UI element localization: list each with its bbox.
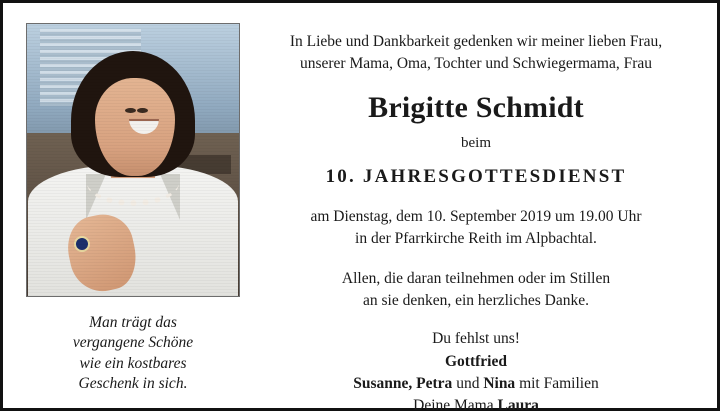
beim-label: beim: [461, 135, 491, 151]
signer-conjunction: und: [452, 375, 484, 392]
text-column: [247, 17, 701, 414]
signer-mother-prefix: Deine Mama: [413, 397, 498, 414]
occasion-title: 10. JAHRESGOTTESDIENST: [325, 166, 627, 187]
signer-line-1: Gottfried: [445, 353, 507, 370]
signer-line-2: [353, 373, 598, 395]
photo-eye-right: [137, 108, 148, 113]
signer-names-group: Susanne, Petra: [353, 375, 453, 392]
intro-line-2: unserer Mama, Oma, Tochter und Schwiegermama, Frau: [299, 55, 652, 72]
portrait-column: [19, 17, 247, 398]
epitaph-line-2: vergangene Schöne: [72, 334, 194, 352]
service-location: in der Pfarrkirche Reith im Alpbachtal.: [355, 230, 597, 247]
photo-eye-left: [125, 108, 136, 113]
epitaph-line-3: wie ein kostbares: [79, 354, 187, 372]
signer-name-nina: Nina: [483, 375, 516, 392]
thanks-text: [342, 268, 610, 312]
thanks-line-2: an sie denken, ein herzliches Danke.: [363, 292, 589, 309]
signer-families-suffix: mit Familien: [515, 375, 599, 392]
portrait-photo: [26, 23, 240, 297]
missing-you-line: Du fehlst uns!: [432, 330, 520, 347]
signer-name-laura: Laura: [497, 397, 539, 414]
thanks-line-1: Allen, die daran teilnehmen oder im Stillen: [341, 270, 611, 287]
signers: [353, 351, 598, 417]
service-details: [310, 206, 641, 250]
deceased-name: Brigitte Schmidt: [368, 91, 584, 124]
epitaph: [27, 313, 239, 395]
epitaph-line-4: Geschenk in sich.: [78, 375, 188, 393]
service-datetime: am Dienstag, dem 10. September 2019 um 19.00 Uhr: [310, 208, 642, 225]
epitaph-line-1: Man trägt das: [89, 314, 177, 331]
photo-smile: [129, 119, 159, 134]
signer-line-3: [353, 395, 598, 417]
intro-line-1: In Liebe und Dankbarkeit gedenken wir meiner lieben Frau,: [289, 33, 663, 50]
intro-text: [290, 31, 662, 75]
